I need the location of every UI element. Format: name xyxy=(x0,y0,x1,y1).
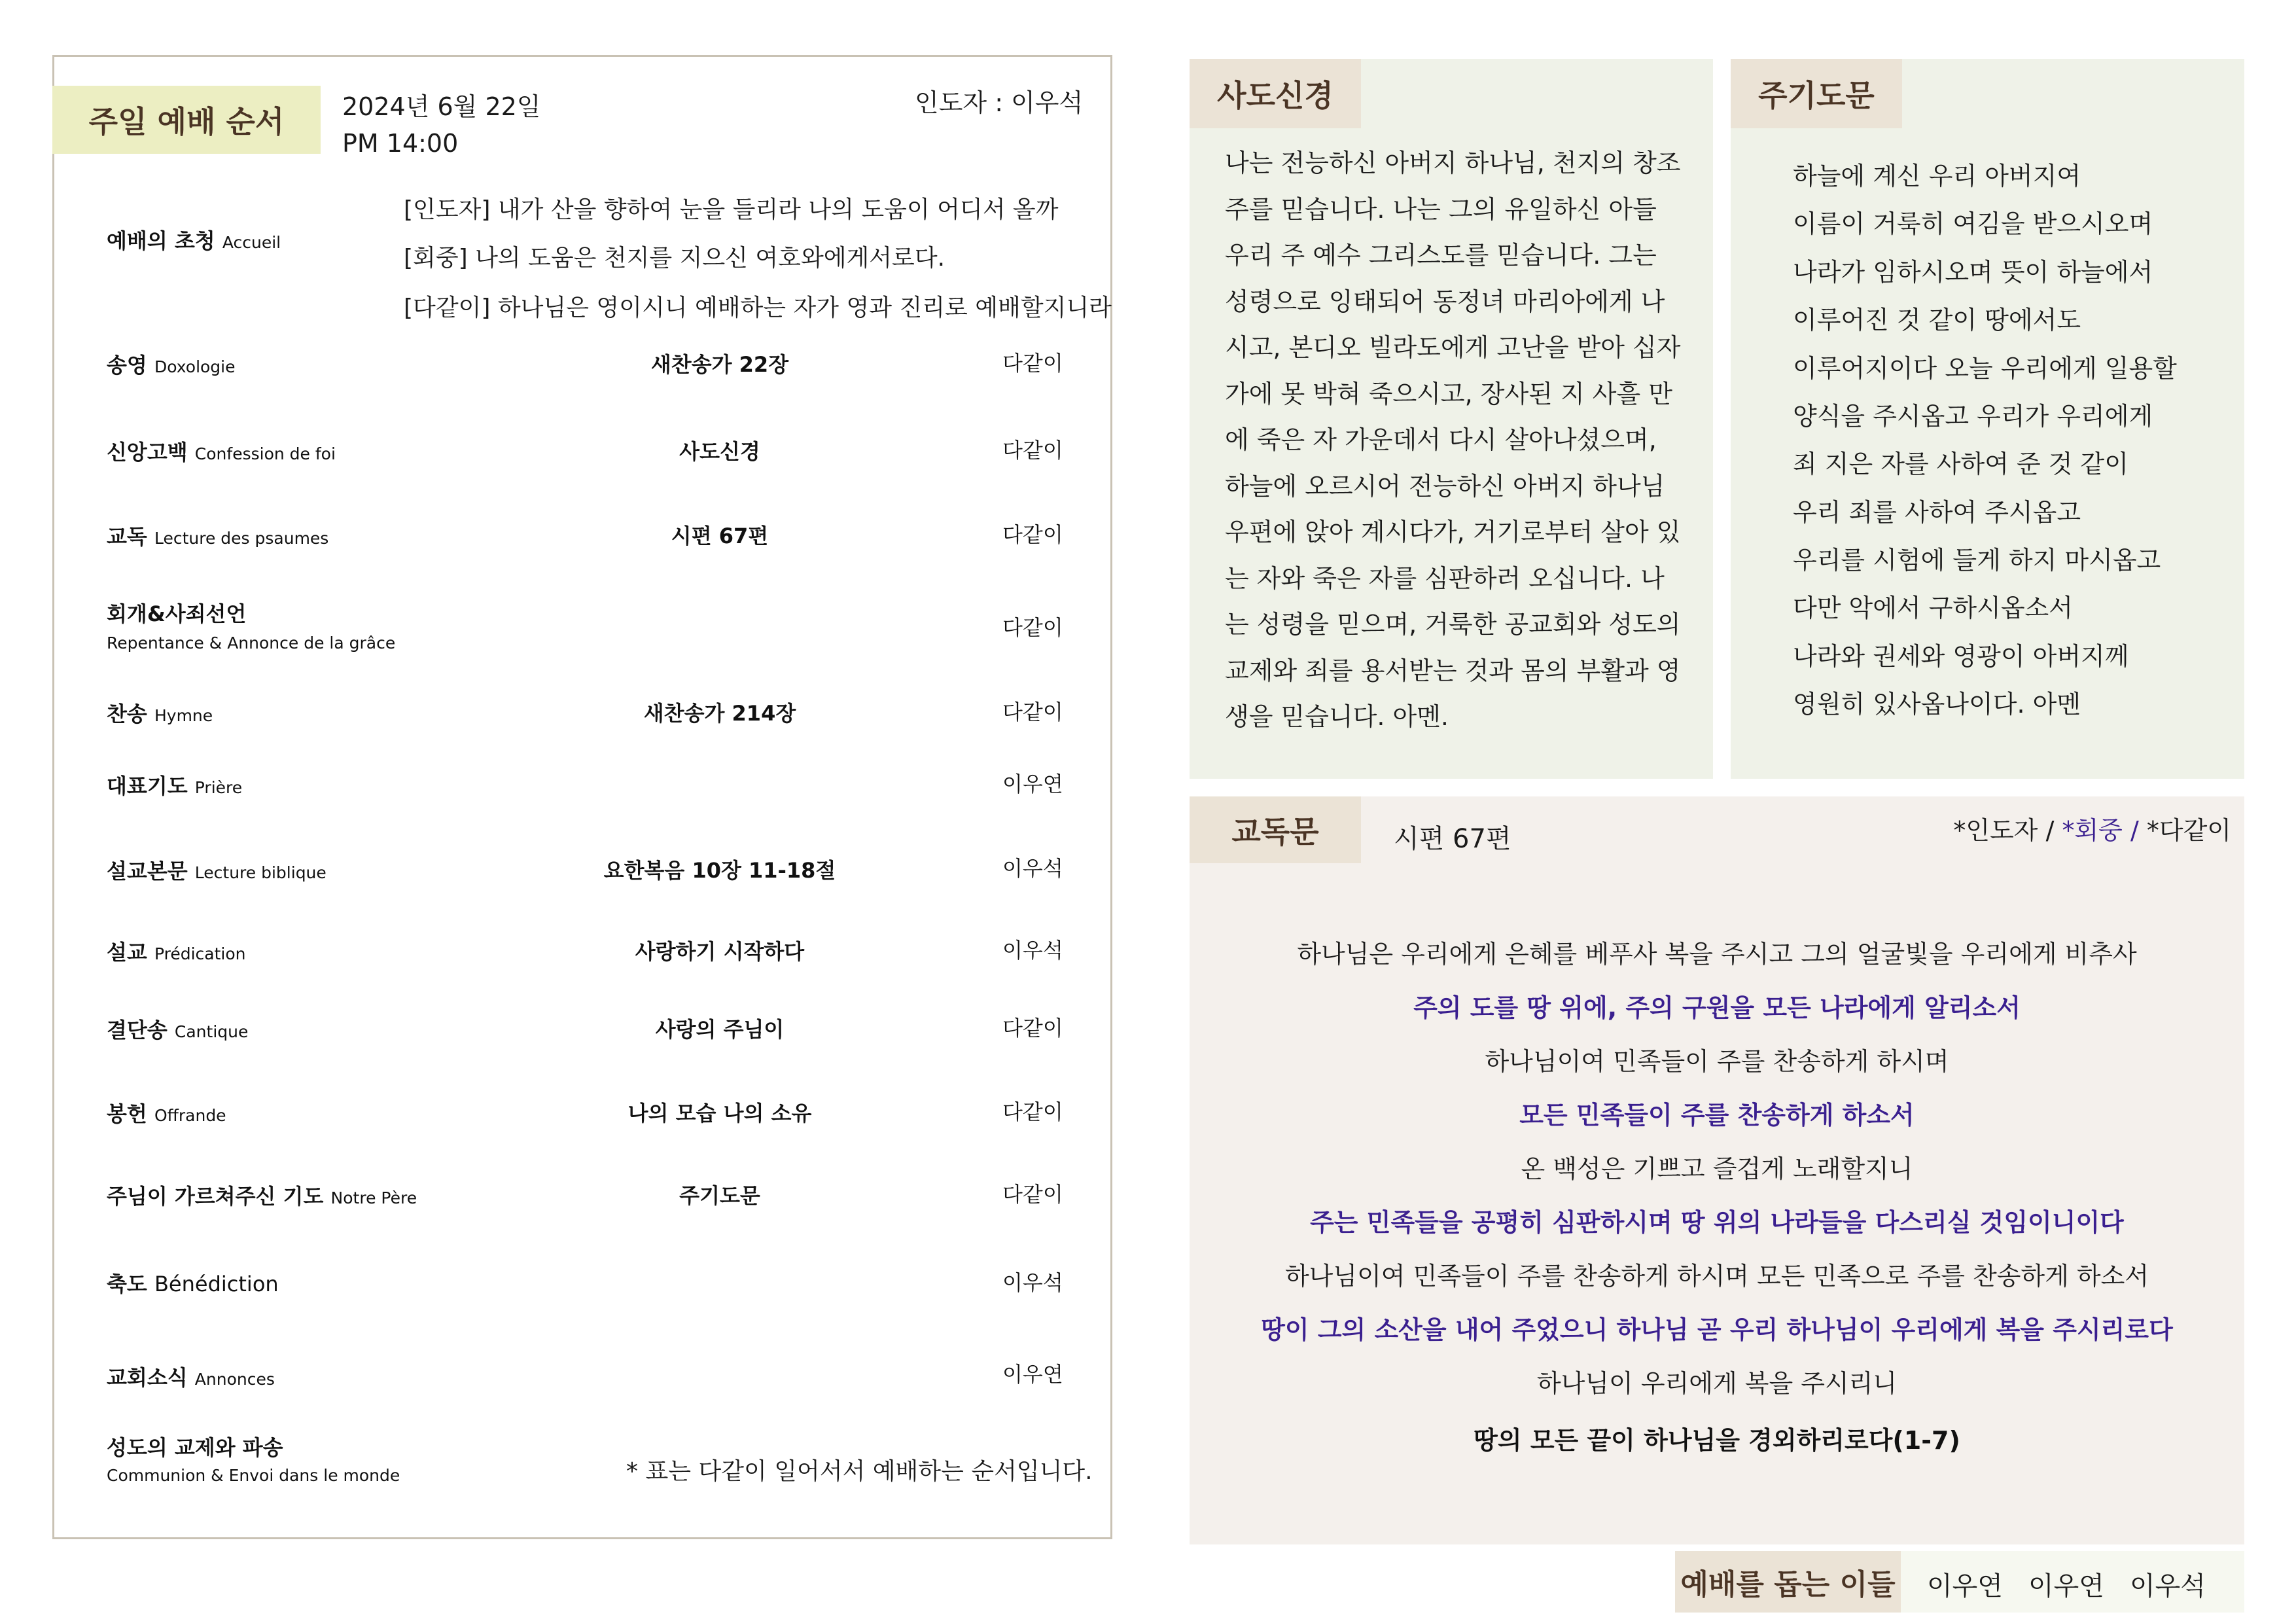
order-row-name xyxy=(107,436,336,466)
legend-congregation: *회중 / xyxy=(2062,816,2139,845)
order-row-name xyxy=(107,1361,275,1391)
reading-line-leader: 온 백성은 기쁘고 즐겁게 노래할지니 xyxy=(1521,1154,1913,1183)
prayer-line: 우리 죄를 사하여 주시옵고 xyxy=(1793,498,2081,527)
order-row-content: 사도신경 xyxy=(679,439,760,464)
call-line-congregation: [회중] 나의 도움은 천지를 지으신 여호와에게서로다. xyxy=(404,245,945,272)
standing-footnote: * 표는 다같이 일어서서 예배하는 순서입니다. xyxy=(626,1458,1093,1485)
order-row-name xyxy=(107,936,245,966)
reading-line-congregation: 주는 민족들을 공평히 심판하시며 땅 위의 나라들을 다스리실 것임이니이다 xyxy=(1310,1208,2124,1237)
reading-line-congregation: 땅이 그의 소산을 내어 주었으니 하나님 곧 우리 하나님이 우리에게 복을 주시리로다 xyxy=(1261,1315,2173,1344)
reading-role-legend xyxy=(1904,810,2231,846)
apostles-creed-text: 나는 전능하신 아버지 하나님, 천지의 창조주를 믿습니다. 나는 그의 유일하신 아들 우리 주 예수 그리스도를 믿습니다. 그는 성령으로 잉태되어 동정녀 마리아에게 나시고, 본디오 빌라도에게 고난을 받아 십자가에 못 박혀 죽으시고, 장사된 지 사흘 만에 죽은 자 가운데서 다시 살아나셨으며, 하늘에 오르시어 전능하신 아버지 하나님 우편에 앉아 계시다가, 거기로부터 살아 있는 자와 죽은 자를 심판하러 오십니다. 나는 성령을 믿으며, 거룩한 공교회와 성도의 교제와 죄를 용서받는 것과 몸의 부활과 영생을 믿습니다. 아멘. xyxy=(1225,149,1681,731)
reading-line-congregation: 모든 민족들이 주를 찬송하게 하소서 xyxy=(1519,1101,1915,1130)
order-row-title: 송영 xyxy=(107,353,147,378)
order-row-name: 회개&사죄선언 xyxy=(107,601,247,626)
order-row-subtitle: Confession de foi xyxy=(194,444,336,463)
lords-prayer-title: 주기도문 xyxy=(1731,59,1902,128)
order-row-name xyxy=(107,1268,279,1298)
reading-line-leader: 하나님이 우리에게 복을 주시리니 xyxy=(1536,1369,1898,1398)
order-row-leader: 다같이 xyxy=(1002,615,1063,640)
prayer-line: 이루어지이다 오늘 우리에게 일용할 xyxy=(1793,354,2177,383)
order-row-subtitle: Lecture des psaumes xyxy=(154,529,329,548)
order-row-content: 새찬송가 22장 xyxy=(650,352,789,377)
order-row-subtitle: Communion & Envoi dans le monde xyxy=(107,1466,400,1485)
reading-line-leader: 하나님이여 민족들이 주를 찬송하게 하시며 모든 민족으로 주를 찬송하게 하소서 xyxy=(1284,1262,2149,1291)
service-leader: 인도자 : 이우석 xyxy=(915,88,1084,117)
service-date: 2024년 6월 22일 xyxy=(342,92,541,121)
responsive-reading-title: 교독문 xyxy=(1190,796,1361,863)
worship-order-title: 주일 예배 순서 xyxy=(52,86,321,154)
order-row-leader: 다같이 xyxy=(1002,1182,1063,1207)
order-row-subtitle: Notre Père xyxy=(330,1188,417,1207)
order-row-name xyxy=(107,1180,417,1210)
prayer-line: 이름이 거룩히 여김을 받으시오며 xyxy=(1793,209,2153,238)
order-row-title: 교독 xyxy=(107,524,147,549)
order-row-content: 주기도문 xyxy=(679,1183,760,1208)
worship-helpers-title: 예배를 돕는 이들 xyxy=(1675,1551,1901,1613)
prayer-line: 영원히 있사옵나이다. 아멘 xyxy=(1793,690,2081,719)
order-row-content: 시편 67편 xyxy=(671,524,769,548)
legend-leader: *인도자 / xyxy=(1953,816,2055,845)
order-row-name xyxy=(107,520,328,550)
order-row-subtitle: Cantique xyxy=(174,1022,249,1041)
helper-name: 이우연 xyxy=(1927,1571,2003,1601)
order-row-leader: 이우연 xyxy=(1002,1362,1063,1387)
order-row-subtitle: Annonces xyxy=(194,1370,275,1389)
prayer-line: 나라가 임하시오며 뜻이 하늘에서 xyxy=(1793,258,2153,287)
order-row-name xyxy=(107,855,327,885)
order-row-title: 축도 xyxy=(107,1272,147,1296)
prayer-line: 양식을 주시옵고 우리가 우리에게 xyxy=(1793,402,2153,431)
reading-line-leader: 하나님은 우리에게 은혜를 베푸사 복을 주시고 그의 얼굴빛을 우리에게 비추사 xyxy=(1297,940,2137,969)
order-row-content: 새찬송가 214장 xyxy=(643,701,796,726)
order-row-title: 주님이 가르쳐주신 기도 xyxy=(107,1184,324,1209)
order-row-leader: 다같이 xyxy=(1002,351,1063,376)
order-row-title: 설교본문 xyxy=(107,859,188,883)
order-row-subtitle: Prédication xyxy=(154,944,246,963)
call-line-leader: [인도자] 내가 산을 향하여 눈을 들리라 나의 도움이 어디서 올까 xyxy=(404,196,1059,223)
prayer-line: 이루어진 것 같이 땅에서도 xyxy=(1793,306,2081,334)
reading-line-congregation: 주의 도를 땅 위에, 주의 구원을 모든 나라에게 알리소서 xyxy=(1413,993,2021,1022)
order-row-leader: 다같이 xyxy=(1002,1099,1063,1124)
order-row-title: 신앙고백 xyxy=(107,440,188,465)
helper-name: 이우석 xyxy=(2130,1571,2206,1601)
prayer-line: 다만 악에서 구하시옵소서 xyxy=(1793,594,2073,622)
order-row-title: 찬송 xyxy=(107,702,147,726)
order-row-subtitle: Lecture biblique xyxy=(194,863,327,882)
order-row-name xyxy=(107,770,242,800)
call-line-all: [다같이] 하나님은 영이시니 예배하는 자가 영과 진리로 예배할지니라 xyxy=(404,294,1112,321)
order-row-leader: 다같이 xyxy=(1002,438,1063,463)
order-row-leader: 이우석 xyxy=(1002,856,1063,881)
order-row-subtitle: Repentance & Annonce de la grâce xyxy=(107,633,396,652)
order-row-leader: 다같이 xyxy=(1002,1016,1063,1041)
order-row-name xyxy=(107,349,236,379)
reading-psalm: 시편 67편 xyxy=(1394,824,1511,854)
order-row-name: 성도의 교제와 파송 xyxy=(107,1435,283,1460)
order-row-name xyxy=(107,1014,248,1044)
order-row-subtitle: Hymne xyxy=(154,706,213,725)
prayer-line: 우리를 시험에 들게 하지 마시옵고 xyxy=(1793,546,2161,575)
order-row-title: 대표기도 xyxy=(107,774,188,798)
order-row-content: 나의 모습 나의 소유 xyxy=(627,1101,812,1126)
order-row-leader: 이우석 xyxy=(1002,1270,1063,1295)
order-row-name xyxy=(107,1097,226,1128)
order-row-title: 예배의 초청 xyxy=(107,228,215,253)
reading-line-all: 땅의 모든 끝이 하나님을 경외하리로다(1-7) xyxy=(1474,1426,1960,1455)
order-row-name xyxy=(107,224,281,255)
order-row-subtitle: Offrande xyxy=(154,1106,226,1125)
order-row-title: 교회소식 xyxy=(107,1365,188,1390)
order-row-leader: 이우석 xyxy=(1002,938,1063,963)
order-row-subtitle: Accueil xyxy=(222,233,281,252)
prayer-line: 나라와 권세와 영광이 아버지께 xyxy=(1793,642,2129,671)
order-row-subtitle: Bénédiction xyxy=(154,1272,279,1296)
prayer-line: 죄 지은 자를 사하여 준 것 같이 xyxy=(1793,450,2128,478)
order-row-content: 요한복음 10장 11-18절 xyxy=(603,858,836,883)
service-time: PM 14:00 xyxy=(342,129,459,158)
order-row-leader: 이우연 xyxy=(1002,772,1063,796)
apostles-creed-title: 사도신경 xyxy=(1190,59,1361,128)
prayer-line: 하늘에 계신 우리 아버지여 xyxy=(1793,162,2081,190)
order-row-subtitle: Doxologie xyxy=(154,357,236,376)
order-row-name xyxy=(107,698,213,728)
order-row-content: 사랑하기 시작하다 xyxy=(635,939,805,964)
legend-all: *다같이 xyxy=(2146,816,2231,845)
order-row-leader: 다같이 xyxy=(1002,700,1063,724)
order-row-leader: 다같이 xyxy=(1002,522,1063,547)
order-row-title: 설교 xyxy=(107,940,147,965)
order-row-title: 결단송 xyxy=(107,1018,168,1043)
order-row-subtitle: Prière xyxy=(194,778,243,797)
helper-name: 이우연 xyxy=(2028,1571,2104,1601)
order-row-title: 봉헌 xyxy=(107,1101,147,1126)
order-row-content: 사랑의 주님이 xyxy=(655,1017,785,1042)
reading-line-leader: 하나님이여 민족들이 주를 찬송하게 하시며 xyxy=(1485,1047,1949,1076)
